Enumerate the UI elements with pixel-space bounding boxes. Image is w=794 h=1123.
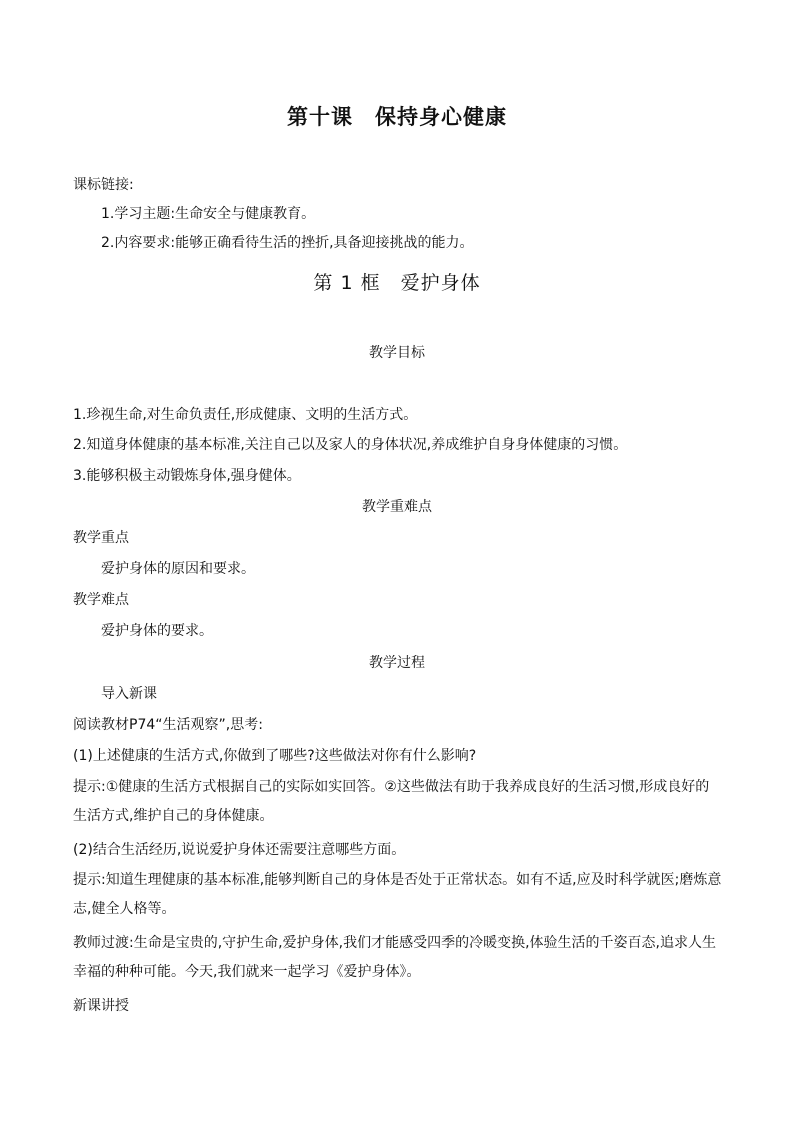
focus-label: 教学重点 (73, 530, 129, 546)
document-title: 第十课 保持身心健康 (287, 105, 507, 129)
key-points-heading: 教学重难点 (362, 499, 432, 515)
question-1: (1)上述健康的生活方式,你做到了哪些?这些做法对你有什么影响? (73, 748, 477, 764)
curriculum-heading: 课标链接: (73, 177, 134, 193)
teacher-transition: 教师过渡:生命是宝贵的,守护生命,爱护身体,我们才能感受四季的冷暖变换,体验生活的千姿百态,追求人生幸福的种种可能。今天,我们就来一起学习《爱护身体》。 (73, 935, 716, 980)
answer-1: 提示:①健康的生活方式根据自己的实际如实回答。②这些做法有助于我养成良好的生活习惯,形成良好的生活方式,维护自己的身体健康。 (73, 779, 710, 824)
new-lesson-label: 新课讲授 (73, 998, 129, 1014)
intro-label: 导入新课 (101, 686, 157, 702)
question-2: (2)结合生活经历,说说爱护身体还需要注意哪些方面。 (73, 842, 406, 858)
answer-2: 提示:知道生理健康的基本标准,能够判断自己的身体是否处于正常状态。如有不适,应及时科学就医;磨炼意志,健全人格等。 (73, 872, 722, 917)
curriculum-item: 2.内容要求:能够正确看待生活的挫折,具备迎接挑战的能力。 (101, 235, 474, 251)
process-heading: 教学过程 (369, 655, 425, 671)
focus-text: 爱护身体的原因和要求。 (101, 561, 255, 577)
curriculum-item: 1.学习主题:生命安全与健康教育。 (101, 206, 316, 222)
objective-item: 1.珍视生命,对生命负责任,形成健康、文明的生活方式。 (73, 407, 418, 423)
difficulty-label: 教学难点 (73, 592, 129, 608)
difficulty-text: 爱护身体的要求。 (101, 623, 213, 639)
objective-item: 3.能够积极主动锻炼身体,强身健体。 (73, 468, 301, 484)
section-title: 第 1 框 爱护身体 (313, 272, 481, 294)
objectives-heading: 教学目标 (369, 345, 425, 361)
objective-item: 2.知道身体健康的基本标准,关注自己以及家人的身体状况,养成维护自身身体健康的习惯。 (73, 437, 628, 453)
reading-instruction: 阅读教材P74“生活观察”,思考: (73, 717, 263, 733)
